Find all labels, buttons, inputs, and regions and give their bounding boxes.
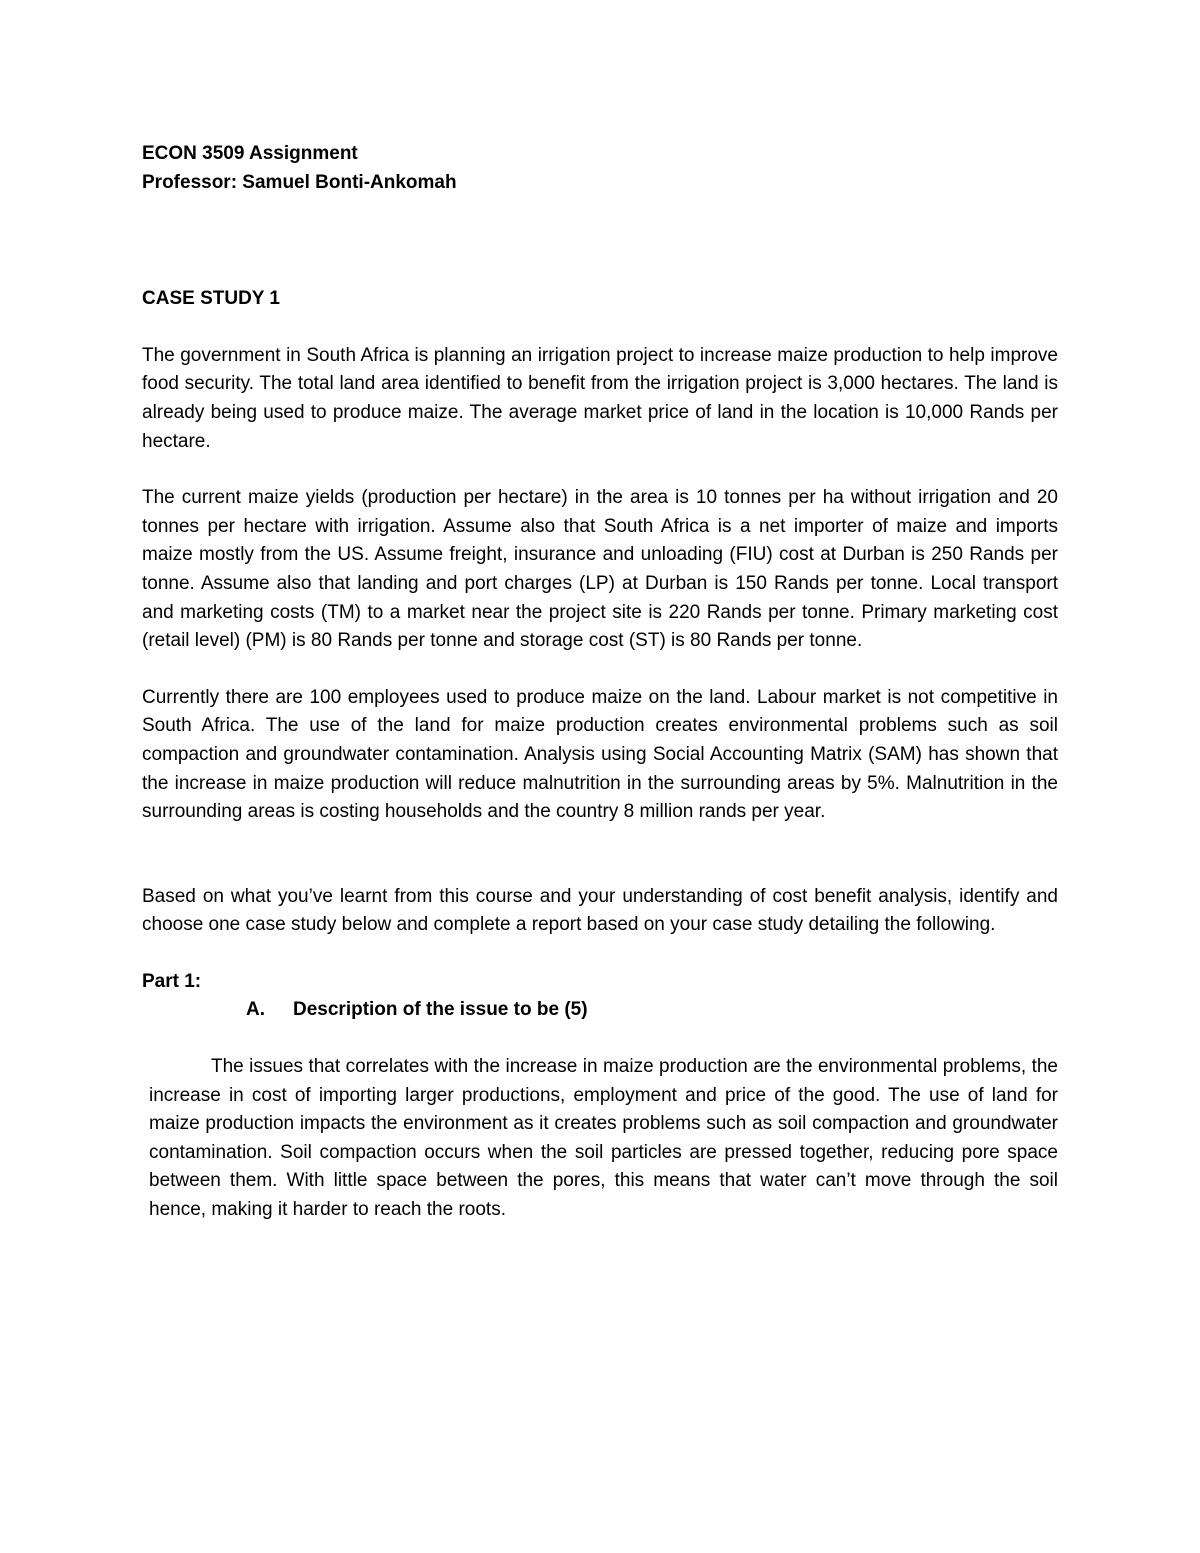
case-paragraph-1: The government in South Africa is planning an irrigation project to increase maize production to help improve food security. The total land area identified to benefit from the irrigation project is 3,000 hectares. The land is already being used to produce maize. The average market price of land in the location is 10,000 Rands per hectare.	[142, 344, 1058, 452]
document-content	[142, 140, 1058, 1225]
spacer	[142, 197, 1058, 285]
professor-name: Professor: Samuel Bonti-Ankomah	[142, 171, 457, 193]
spacer	[142, 827, 1058, 883]
part-label: Part 1:	[142, 970, 202, 992]
case-paragraph-2: The current maize yields (production per hectare) in the area is 10 tonnes per ha without irrigation and 20 tonnes per hectare with irrigation. Assume also that South Africa is a net importer of maize and imports maize mostly from the US. Assume freight, insurance and unloading (FIU) cost at Durban is 250 Rands per tonne. Assume also that landing and port charges (LP) at Durban is 150 Rands per tonne. Local transport and marketing costs (TM) to a market near the project site is 220 Rands per tonne. Primary marketing cost (retail level) (PM) is 80 Rands per tonne and storage cost (ST) is 80 Rands per tonne.	[142, 487, 1058, 652]
case-paragraph-3: Currently there are 100 employees used to produce maize on the land. Labour market is not competitive in South Africa. The use of the land for maize production creates environmental problems such as soil compaction and groundwater contamination. Analysis using Social Accounting Matrix (SAM) has shown that the increase in maize production will reduce malnutrition in the surrounding areas by 5%. Malnutrition in the surrounding areas is costing households and the country 8 million rands per year.	[142, 686, 1058, 823]
spacer	[142, 940, 1058, 968]
section-letter: A.	[246, 999, 265, 1021]
section-heading	[142, 996, 1058, 1025]
answer-paragraph: The issues that correlates with the increase in maize production are the environmental problems, the increase in cost of importing larger productions, employment and price of the good. The use of land for maize production impacts the environment as it creates problems such as soil compaction and groundwater contamination. Soil compaction occurs when the soil particles are pressed together, reducing pore space between them. With little space between the pores, this means that water can’t move through the soil hence, making it harder to reach the roots.	[149, 1056, 1058, 1221]
spacer	[142, 456, 1058, 484]
instructions-paragraph: Based on what you’ve learnt from this course and your understanding of cost benefit analysis, identify and choose one case study below and complete a report based on your case study detailing the following.	[142, 885, 1058, 936]
document-header	[142, 140, 1058, 197]
case-study-heading: CASE STUDY 1	[142, 288, 280, 310]
course-title: ECON 3509 Assignment	[142, 143, 358, 164]
spacer	[142, 1025, 1058, 1053]
spacer	[142, 656, 1058, 684]
spacer	[142, 314, 1058, 342]
section-title: Description of the issue to be (5)	[293, 999, 588, 1021]
